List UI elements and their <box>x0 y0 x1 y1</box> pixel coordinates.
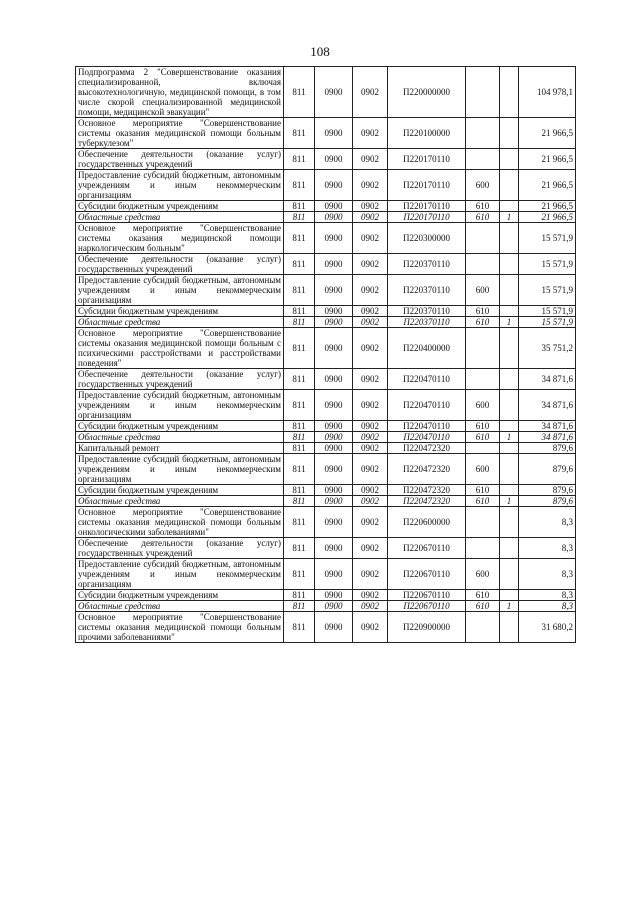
row-expense-type <box>466 538 500 559</box>
row-target-article: П220370110 <box>388 254 466 275</box>
row-source-code <box>500 201 519 212</box>
row-subsection-code: 0902 <box>353 432 388 443</box>
row-expense-type <box>466 369 500 390</box>
row-ministry-code: 811 <box>284 559 315 590</box>
row-source-code <box>500 559 519 590</box>
row-amount: 31 680,2 <box>519 612 576 643</box>
row-target-article: П220472320 <box>388 454 466 485</box>
row-ministry-code: 811 <box>284 421 315 432</box>
row-section-code: 0900 <box>315 170 353 201</box>
row-subsection-code: 0902 <box>353 170 388 201</box>
row-amount: 15 571,9 <box>519 275 576 306</box>
row-subsection-code: 0902 <box>353 149 388 170</box>
row-section-code: 0900 <box>315 507 353 538</box>
row-subsection-code: 0902 <box>353 275 388 306</box>
row-subsection-code: 0902 <box>353 223 388 254</box>
row-amount: 15 571,9 <box>519 317 576 328</box>
table-row <box>76 590 576 601</box>
table-row <box>76 223 576 254</box>
row-expense-type <box>466 507 500 538</box>
row-target-article: П220300000 <box>388 223 466 254</box>
row-expense-type: 600 <box>466 275 500 306</box>
row-target-article: П220170110 <box>388 201 466 212</box>
row-section-code: 0900 <box>315 432 353 443</box>
row-source-code <box>500 275 519 306</box>
row-target-article: П220470110 <box>388 421 466 432</box>
row-subsection-code: 0902 <box>353 590 388 601</box>
row-target-article: П220170110 <box>388 149 466 170</box>
row-source-code <box>500 590 519 601</box>
row-amount: 34 871,6 <box>519 390 576 421</box>
budget-table <box>75 66 576 643</box>
row-source-code <box>500 328 519 369</box>
row-amount: 35 751,2 <box>519 328 576 369</box>
row-source-code <box>500 306 519 317</box>
row-source-code <box>500 538 519 559</box>
row-section-code: 0900 <box>315 149 353 170</box>
table-row <box>76 496 576 507</box>
row-ministry-code: 811 <box>284 118 315 149</box>
row-target-article: П220000000 <box>388 67 466 118</box>
row-target-article: П220600000 <box>388 507 466 538</box>
row-ministry-code: 811 <box>284 443 315 454</box>
row-name: Предоставление субсидий бюджетным, автономным учреждениям и иным некоммерческим организациям <box>76 170 284 201</box>
row-name: Основное мероприятие "Совершенствование системы оказания медицинской помощи больным туберкулезом" <box>76 118 284 149</box>
row-amount: 21 966,5 <box>519 118 576 149</box>
row-section-code: 0900 <box>315 538 353 559</box>
row-subsection-code: 0902 <box>353 212 388 223</box>
table-row <box>76 170 576 201</box>
table-row <box>76 507 576 538</box>
row-section-code: 0900 <box>315 275 353 306</box>
row-name: Предоставление субсидий бюджетным, автономным учреждениям и иным некоммерческим организациям <box>76 390 284 421</box>
row-ministry-code: 811 <box>284 390 315 421</box>
row-expense-type: 600 <box>466 170 500 201</box>
row-source-code <box>500 485 519 496</box>
row-subsection-code: 0902 <box>353 559 388 590</box>
table-row <box>76 538 576 559</box>
row-name: Основное мероприятие "Совершенствование системы оказания медицинской помощи наркологическим больным" <box>76 223 284 254</box>
row-ministry-code: 811 <box>284 601 315 612</box>
row-amount: 8,3 <box>519 507 576 538</box>
row-target-article: П220670110 <box>388 601 466 612</box>
row-amount: 21 966,5 <box>519 201 576 212</box>
row-expense-type: 610 <box>466 306 500 317</box>
row-target-article: П220370110 <box>388 275 466 306</box>
row-amount: 21 966,5 <box>519 149 576 170</box>
row-source-code <box>500 390 519 421</box>
row-expense-type <box>466 254 500 275</box>
table-row <box>76 369 576 390</box>
row-section-code: 0900 <box>315 443 353 454</box>
row-ministry-code: 811 <box>284 212 315 223</box>
row-section-code: 0900 <box>315 201 353 212</box>
row-expense-type: 610 <box>466 201 500 212</box>
row-amount: 8,3 <box>519 601 576 612</box>
table-row <box>76 432 576 443</box>
row-name: Областные средства <box>76 496 284 507</box>
row-source-code: 1 <box>500 212 519 223</box>
row-name: Предоставление субсидий бюджетным, автономным учреждениям и иным некоммерческим организациям <box>76 559 284 590</box>
row-source-code <box>500 170 519 201</box>
row-ministry-code: 811 <box>284 369 315 390</box>
row-expense-type <box>466 443 500 454</box>
row-ministry-code: 811 <box>284 254 315 275</box>
table-row <box>76 454 576 485</box>
row-section-code: 0900 <box>315 369 353 390</box>
row-amount: 15 571,9 <box>519 223 576 254</box>
row-expense-type: 600 <box>466 559 500 590</box>
row-section-code: 0900 <box>315 454 353 485</box>
row-name: Областные средства <box>76 432 284 443</box>
row-expense-type <box>466 328 500 369</box>
table-row <box>76 212 576 223</box>
row-source-code <box>500 149 519 170</box>
table-row <box>76 485 576 496</box>
row-amount: 8,3 <box>519 538 576 559</box>
row-ministry-code: 811 <box>284 496 315 507</box>
row-subsection-code: 0902 <box>353 390 388 421</box>
row-section-code: 0900 <box>315 212 353 223</box>
row-name: Обеспечение деятельности (оказание услуг) государственных учреждений <box>76 538 284 559</box>
row-ministry-code: 811 <box>284 507 315 538</box>
table-row <box>76 317 576 328</box>
table-row <box>76 149 576 170</box>
row-target-article: П220470110 <box>388 390 466 421</box>
row-amount: 34 871,6 <box>519 432 576 443</box>
table-row <box>76 67 576 118</box>
row-subsection-code: 0902 <box>353 254 388 275</box>
row-amount: 879,6 <box>519 454 576 485</box>
row-name: Субсидии бюджетным учреждениям <box>76 590 284 601</box>
row-ministry-code: 811 <box>284 485 315 496</box>
table-row <box>76 601 576 612</box>
row-ministry-code: 811 <box>284 170 315 201</box>
row-name: Основное мероприятие "Совершенствование системы оказания медицинской помощи больным онкологическими заболеваниями" <box>76 507 284 538</box>
table-row <box>76 612 576 643</box>
table-body <box>76 67 576 643</box>
row-section-code: 0900 <box>315 496 353 507</box>
row-subsection-code: 0902 <box>353 601 388 612</box>
row-subsection-code: 0902 <box>353 421 388 432</box>
row-amount: 34 871,6 <box>519 369 576 390</box>
row-target-article: П220472320 <box>388 485 466 496</box>
row-ministry-code: 811 <box>284 538 315 559</box>
row-expense-type: 610 <box>466 432 500 443</box>
row-expense-type <box>466 223 500 254</box>
table-row <box>76 275 576 306</box>
row-name: Предоставление субсидий бюджетным, автономным учреждениям и иным некоммерческим организациям <box>76 275 284 306</box>
row-section-code: 0900 <box>315 118 353 149</box>
row-amount: 104 978,1 <box>519 67 576 118</box>
row-source-code <box>500 421 519 432</box>
table-row <box>76 201 576 212</box>
row-ministry-code: 811 <box>284 306 315 317</box>
row-source-code <box>500 507 519 538</box>
row-source-code <box>500 443 519 454</box>
row-expense-type: 600 <box>466 454 500 485</box>
row-name: Областные средства <box>76 601 284 612</box>
row-expense-type: 610 <box>466 212 500 223</box>
row-source-code <box>500 454 519 485</box>
row-subsection-code: 0902 <box>353 317 388 328</box>
row-subsection-code: 0902 <box>353 496 388 507</box>
row-subsection-code: 0902 <box>353 67 388 118</box>
row-target-article: П220470110 <box>388 369 466 390</box>
row-amount: 879,6 <box>519 485 576 496</box>
row-ministry-code: 811 <box>284 67 315 118</box>
table-row <box>76 254 576 275</box>
row-subsection-code: 0902 <box>353 201 388 212</box>
table-row <box>76 559 576 590</box>
row-name: Субсидии бюджетным учреждениям <box>76 201 284 212</box>
table-row <box>76 328 576 369</box>
row-target-article: П220470110 <box>388 432 466 443</box>
row-target-article: П220370110 <box>388 306 466 317</box>
row-target-article: П220400000 <box>388 328 466 369</box>
row-name: Капитальный ремонт <box>76 443 284 454</box>
row-source-code: 1 <box>500 432 519 443</box>
row-target-article: П220670110 <box>388 559 466 590</box>
row-source-code <box>500 369 519 390</box>
row-target-article: П220900000 <box>388 612 466 643</box>
row-amount: 21 966,5 <box>519 170 576 201</box>
row-section-code: 0900 <box>315 421 353 432</box>
row-expense-type: 610 <box>466 590 500 601</box>
row-section-code: 0900 <box>315 223 353 254</box>
row-source-code: 1 <box>500 601 519 612</box>
row-section-code: 0900 <box>315 306 353 317</box>
row-section-code: 0900 <box>315 559 353 590</box>
row-name: Основное мероприятие "Совершенствование системы оказания медицинской помощи больным с психическими расстройствами и расстройствами поведения" <box>76 328 284 369</box>
row-subsection-code: 0902 <box>353 612 388 643</box>
row-ministry-code: 811 <box>284 432 315 443</box>
row-expense-type <box>466 118 500 149</box>
table-row <box>76 421 576 432</box>
row-source-code <box>500 67 519 118</box>
row-section-code: 0900 <box>315 601 353 612</box>
row-target-article: П220370110 <box>388 317 466 328</box>
row-section-code: 0900 <box>315 390 353 421</box>
row-subsection-code: 0902 <box>353 118 388 149</box>
row-section-code: 0900 <box>315 328 353 369</box>
row-source-code <box>500 254 519 275</box>
row-ministry-code: 811 <box>284 328 315 369</box>
row-expense-type <box>466 612 500 643</box>
row-name: Основное мероприятие "Совершенствование системы оказания медицинской помощи больным прочими заболеваниями" <box>76 612 284 643</box>
row-ministry-code: 811 <box>284 317 315 328</box>
row-source-code: 1 <box>500 496 519 507</box>
row-amount: 879,6 <box>519 443 576 454</box>
row-ministry-code: 811 <box>284 454 315 485</box>
row-amount: 8,3 <box>519 590 576 601</box>
row-subsection-code: 0902 <box>353 443 388 454</box>
row-ministry-code: 811 <box>284 275 315 306</box>
row-name: Обеспечение деятельности (оказание услуг) государственных учреждений <box>76 369 284 390</box>
row-target-article: П220472320 <box>388 496 466 507</box>
row-subsection-code: 0902 <box>353 306 388 317</box>
row-amount: 34 871,6 <box>519 421 576 432</box>
row-source-code: 1 <box>500 317 519 328</box>
row-ministry-code: 811 <box>284 149 315 170</box>
row-name: Обеспечение деятельности (оказание услуг) государственных учреждений <box>76 254 284 275</box>
row-amount: 879,6 <box>519 496 576 507</box>
table-row <box>76 390 576 421</box>
row-expense-type: 610 <box>466 601 500 612</box>
row-target-article: П220472320 <box>388 443 466 454</box>
row-expense-type: 610 <box>466 421 500 432</box>
row-name: Подпрограмма 2 "Совершенствование оказания специализированной, включая высокотехнологичную, медицинской помощи, в том числе скорой специализированной медицинской помощи, медицинской эвакуации" <box>76 67 284 118</box>
row-expense-type: 610 <box>466 496 500 507</box>
row-subsection-code: 0902 <box>353 485 388 496</box>
row-section-code: 0900 <box>315 254 353 275</box>
row-name: Субсидии бюджетным учреждениям <box>76 306 284 317</box>
row-amount: 15 571,9 <box>519 254 576 275</box>
row-target-article: П220170110 <box>388 212 466 223</box>
row-section-code: 0900 <box>315 67 353 118</box>
row-amount: 8,3 <box>519 559 576 590</box>
row-subsection-code: 0902 <box>353 507 388 538</box>
row-expense-type: 610 <box>466 317 500 328</box>
row-name: Областные средства <box>76 317 284 328</box>
row-target-article: П220670110 <box>388 538 466 559</box>
row-subsection-code: 0902 <box>353 369 388 390</box>
row-ministry-code: 811 <box>284 590 315 601</box>
row-section-code: 0900 <box>315 612 353 643</box>
row-expense-type: 610 <box>466 485 500 496</box>
row-expense-type <box>466 67 500 118</box>
row-source-code <box>500 118 519 149</box>
table-row <box>76 306 576 317</box>
row-ministry-code: 811 <box>284 612 315 643</box>
table-row <box>76 443 576 454</box>
row-name: Областные средства <box>76 212 284 223</box>
page-number: 108 <box>310 44 330 59</box>
row-expense-type <box>466 149 500 170</box>
row-section-code: 0900 <box>315 590 353 601</box>
row-amount: 21 966,5 <box>519 212 576 223</box>
row-target-article: П220670110 <box>388 590 466 601</box>
row-section-code: 0900 <box>315 485 353 496</box>
row-subsection-code: 0902 <box>353 454 388 485</box>
row-name: Предоставление субсидий бюджетным, автономным учреждениям и иным некоммерческим организациям <box>76 454 284 485</box>
row-subsection-code: 0902 <box>353 538 388 559</box>
row-target-article: П220170110 <box>388 170 466 201</box>
table-row <box>76 118 576 149</box>
row-subsection-code: 0902 <box>353 328 388 369</box>
row-name: Субсидии бюджетным учреждениям <box>76 485 284 496</box>
row-source-code <box>500 223 519 254</box>
row-name: Субсидии бюджетным учреждениям <box>76 421 284 432</box>
row-ministry-code: 811 <box>284 201 315 212</box>
row-source-code <box>500 612 519 643</box>
row-section-code: 0900 <box>315 317 353 328</box>
row-amount: 15 571,9 <box>519 306 576 317</box>
row-name: Обеспечение деятельности (оказание услуг) государственных учреждений <box>76 149 284 170</box>
row-target-article: П220100000 <box>388 118 466 149</box>
row-expense-type: 600 <box>466 390 500 421</box>
row-ministry-code: 811 <box>284 223 315 254</box>
